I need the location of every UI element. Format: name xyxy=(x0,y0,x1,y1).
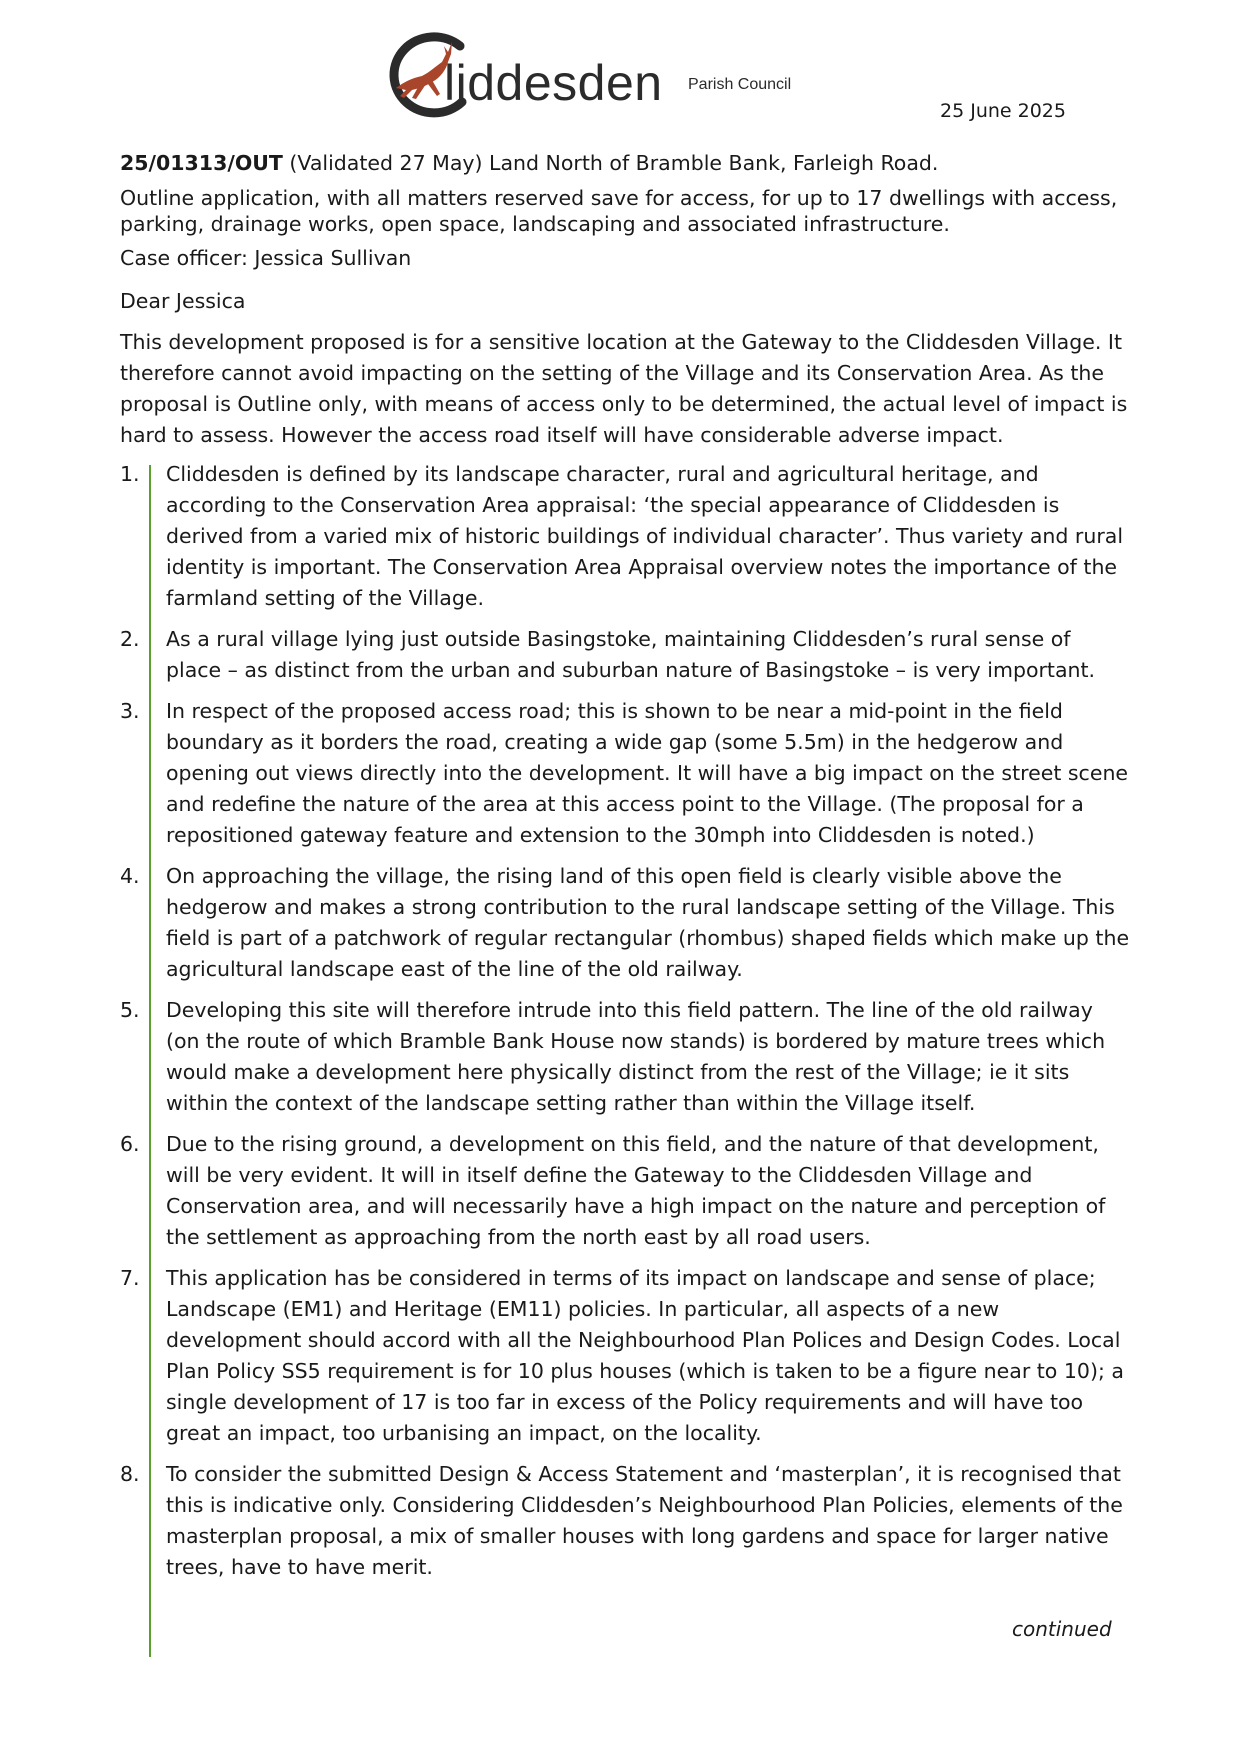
point-text: Due to the rising ground, a development on this field, and the nature of that development, will be very evident. It will in itself define the Gateway to the Cliddesden Village and Conservation area, and will necessarily have a high impact on the nature and perception of the settlement as approaching from the north east by all road users. xyxy=(166,1132,1106,1249)
point-item xyxy=(120,995,1130,1119)
point-text: Cliddesden is defined by its landscape character, rural and agricultural heritage, and according to the Conservation Area appraisal: ‘the special appearance of Cliddesden is derived from a varied mix of historic buildings of individual character’. Thus variety and rural identity is important. The Conservation Area Appraisal overview notes the importance of the farmland setting of the Village. xyxy=(166,462,1124,610)
logo-wordmark: liddesden xyxy=(444,55,663,111)
point-text: On approaching the village, the rising land of this open field is clearly visible above the hedgerow and makes a strong contribution to the rural landscape setting of the Village. This field is part of a patchwork of regular rectangular (rhombus) shaped fields which make up the agricultural landscape east of the line of the old railway. xyxy=(166,864,1130,981)
point-text: In respect of the proposed access road; this is shown to be near a mid-point in the field boundary as it borders the road, creating a wide gap (some 5.5m) in the hedgerow and opening out views directly into the development. It will have a big impact on the street scene and redefine the nature of the area at this access point to the Village. (The proposal for a repositioned gateway feature and extension to the 30mph into Cliddesden is noted.) xyxy=(166,699,1129,847)
reference-code: 25/01313/OUT xyxy=(120,151,283,175)
point-text: This application has be considered in terms of its impact on landscape and sense of place; Landscape (EM1) and Heritage (EM11) policies. In particular, all aspects of a new development should accord with all the Neighbourhood Plan Polices and Design Codes. Local Plan Policy SS5 requirement is for 10 plus houses (which is taken to be a figure near to 10); a single development of 17 is too far in excess of the Policy requirements and will have too great an impact, too urbanising an impact, on the locality. xyxy=(166,1266,1124,1445)
application-outline: Outline application, with all matters reserved save for access, for up to 17 dwellings with access, parking, drainage works, open space, landscaping and associated infrastructure. xyxy=(120,186,1118,236)
point-item xyxy=(120,1459,1130,1583)
application-reference xyxy=(120,148,1130,179)
point-number: 1. xyxy=(120,462,140,486)
point-text: As a rural village lying just outside Basingstoke, maintaining Cliddesden’s rural sense of place – as distinct from the urban and suburban nature of Basingstoke – is very important. xyxy=(166,627,1096,682)
point-number: 8. xyxy=(120,1462,140,1486)
point-number: 4. xyxy=(120,864,140,888)
point-item xyxy=(120,624,1130,686)
parish-council-logo xyxy=(382,28,822,118)
point-item xyxy=(120,1263,1130,1449)
letterhead xyxy=(0,0,1241,130)
case-officer: Case officer: Jessica Sullivan xyxy=(120,246,412,270)
point-text: To consider the submitted Design & Access Statement and ‘masterplan’, it is recognised that this is indicative only. Considering Cliddesden’s Neighbourhood Plan Policies, elements of the masterplan proposal, a mix of smaller houses with long gardens and space for larger native trees, have to have merit. xyxy=(166,1462,1123,1579)
continued-note: continued xyxy=(1012,1617,1112,1641)
letter-body xyxy=(120,148,1130,1593)
point-number: 6. xyxy=(120,1132,140,1156)
point-item xyxy=(120,861,1130,985)
point-number: 3. xyxy=(120,699,140,723)
point-item xyxy=(120,696,1130,851)
point-number: 7. xyxy=(120,1266,140,1290)
point-item xyxy=(120,1129,1130,1253)
letter-date: 25 June 2025 xyxy=(940,100,1066,122)
point-text: Developing this site will therefore intrude into this field pattern. The line of the old railway (on the route of which Bramble Bank House now stands) is bordered by mature trees which would make a development here physically distinct from the rest of the Village; ie it sits within the context of the landscape setting rather than within the Village itself. xyxy=(166,998,1106,1115)
logo-subtitle: Parish Council xyxy=(688,76,792,93)
reference-detail: (Validated 27 May) Land North of Bramble Bank, Farleigh Road. xyxy=(282,151,939,175)
point-number: 5. xyxy=(120,998,140,1022)
intro-paragraph: This development proposed is for a sensitive location at the Gateway to the Cliddesden Village. It therefore cannot avoid impacting on the setting of the Village and its Conservation Area. As the proposal is Outline only, with means of access only to be determined, the actual level of impact is hard to assess. However the access road itself will have considerable adverse impact. xyxy=(120,330,1128,447)
salutation: Dear Jessica xyxy=(120,289,246,313)
numbered-points xyxy=(120,459,1130,1583)
point-item xyxy=(120,459,1130,614)
point-number: 2. xyxy=(120,627,140,651)
